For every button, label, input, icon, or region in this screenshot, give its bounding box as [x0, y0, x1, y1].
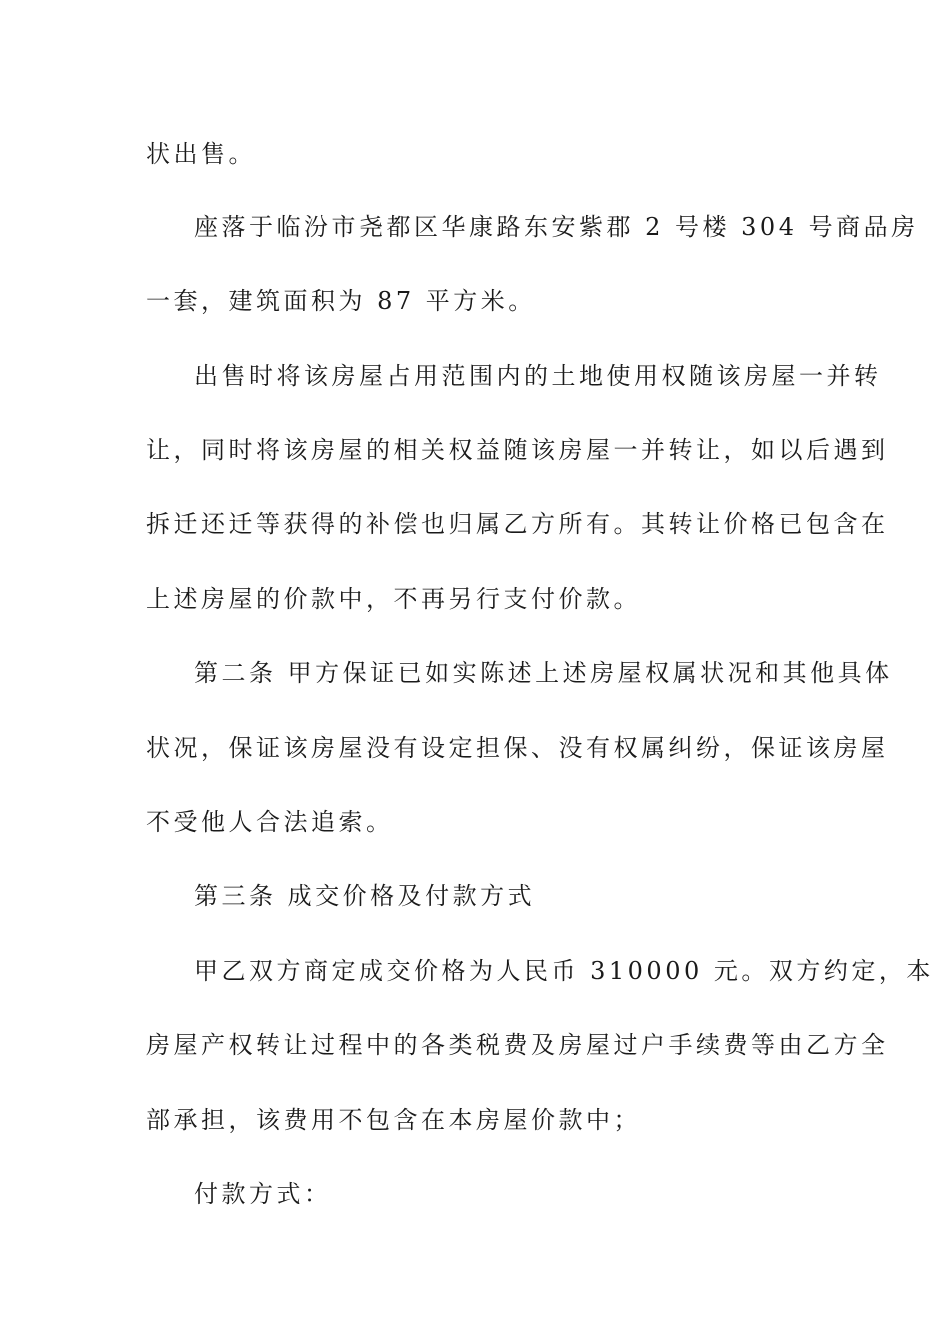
text-line-5: 让，同时将该房屋的相关权益随该房屋一并转让，如以后遇到	[146, 436, 889, 464]
text-line-6: 拆迁还迁等获得的补偿也归属乙方所有。其转让价格已包含在	[146, 510, 889, 538]
text-line-14: 部承担，该费用不包含在本房屋价款中；	[146, 1106, 641, 1134]
text-line-3: 一套，建筑面积为 87 平方米。	[146, 287, 536, 315]
text-line-10: 不受他人合法追索。	[146, 808, 394, 836]
text-line-7: 上述房屋的价款中，不再另行支付价款。	[146, 585, 641, 613]
text-line-15: 付款方式：	[194, 1180, 332, 1208]
text-line-11: 第三条 成交价格及付款方式	[194, 882, 536, 910]
text-line-4: 出售时将该房屋占用范围内的土地使用权随该房屋一并转	[194, 362, 882, 390]
text-line-8: 第二条 甲方保证已如实陈述上述房屋权属状况和其他具体	[194, 659, 893, 687]
text-line-2: 座落于临汾市尧都区华康路东安紫郡 2 号楼 304 号商品房	[194, 213, 919, 241]
text-line-1: 状出售。	[146, 140, 256, 168]
text-line-9: 状况，保证该房屋没有设定担保、没有权属纠纷，保证该房屋	[146, 734, 889, 762]
text-line-12: 甲乙双方商定成交价格为人民币 310000 元。双方约定，本	[194, 957, 934, 985]
text-line-13: 房屋产权转让过程中的各类税费及房屋过户手续费等由乙方全	[146, 1031, 889, 1059]
